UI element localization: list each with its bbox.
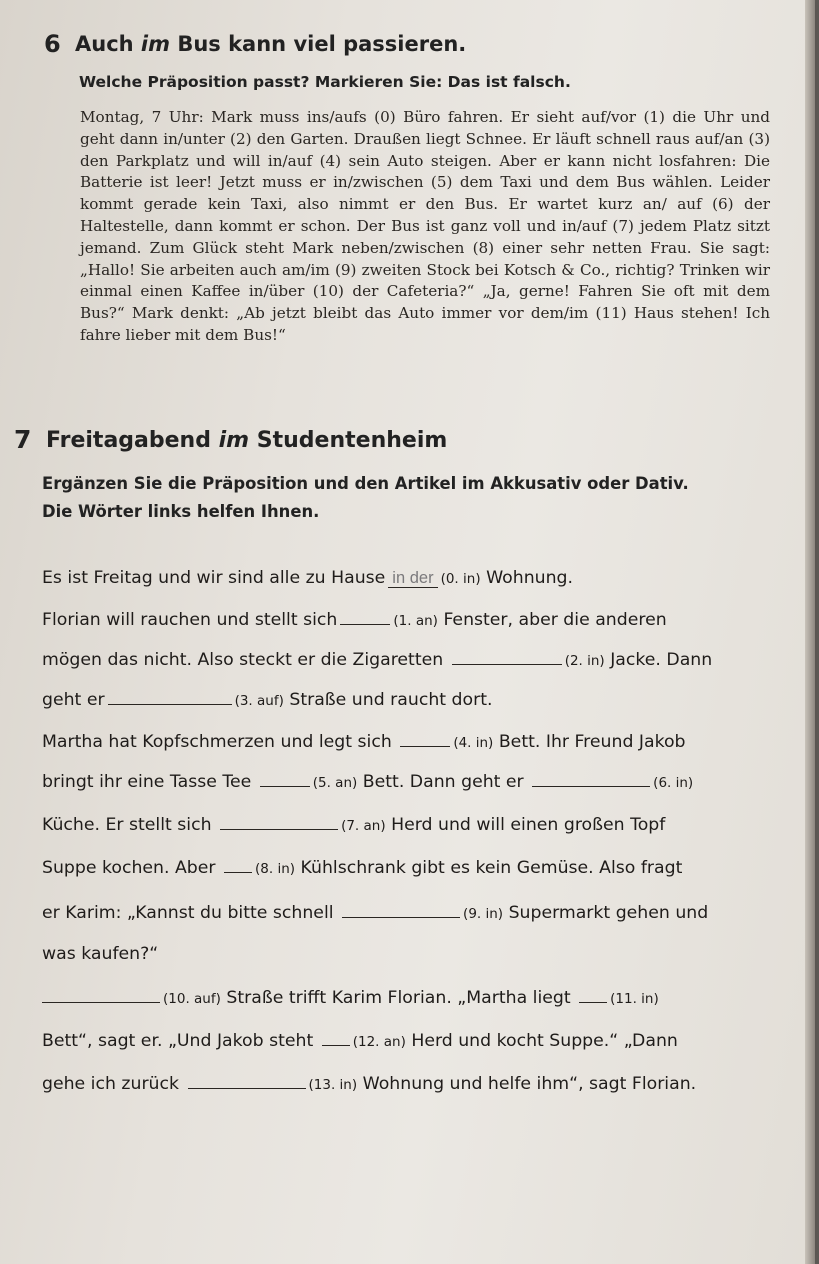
exercise-7-title-part2: Studentenheim — [256, 428, 448, 453]
hint: (5. an) — [312, 775, 358, 791]
line-text: was kaufen?“ — [42, 944, 159, 964]
exercise-7-title — [46, 428, 447, 453]
exercise-7-line-7 — [42, 856, 682, 878]
exercise-7-instruction-line1: Ergänzen Sie die Präposition und den Artikel im Akkusativ oder Dativ. — [42, 474, 689, 493]
answer-blank-6[interactable] — [532, 770, 650, 787]
answer-blank-10[interactable] — [42, 986, 160, 1003]
exercise-7-line-0 — [42, 568, 573, 588]
exercise-7-line-8 — [42, 901, 708, 923]
page-edge — [805, 0, 815, 1264]
exercise-7-line-6 — [42, 813, 665, 835]
line-text: Küche. Er stellt sich — [42, 815, 212, 835]
exercise-6-title — [75, 32, 466, 56]
exercise-7-title-italic: im — [218, 428, 250, 453]
answer-blank-11[interactable] — [579, 986, 607, 1003]
line-text: Jacke. Dann — [610, 650, 713, 670]
line-text: Wohnung und helfe ihm“, sagt Florian. — [362, 1074, 697, 1094]
line-text: bringt ihr eine Tasse Tee — [42, 772, 252, 792]
answer-blank-7[interactable] — [220, 813, 338, 830]
exercise-7-line-4 — [42, 730, 686, 752]
hint: (6. in) — [653, 775, 694, 791]
exercise-7-line-11 — [42, 1029, 678, 1051]
hint: (9. in) — [463, 906, 504, 922]
hint: (2. in) — [564, 653, 605, 669]
line-text: er Karim: „Kannst du bitte schnell — [42, 903, 334, 923]
exercise-7-number: 7 — [14, 425, 32, 454]
line-text: Es ist Freitag und wir sind alle zu Hause — [42, 568, 386, 588]
exercise-7-title-part1: Freitagabend — [46, 428, 211, 453]
line-text: Bett. Ihr Freund Jakob — [498, 732, 686, 752]
line-text: Straße und raucht dort. — [289, 690, 493, 710]
exercise-7-line-9 — [42, 944, 158, 964]
line-text: Fenster, aber die anderen — [443, 610, 667, 630]
hint: (10. auf) — [163, 991, 221, 1007]
exercise-6-number: 6 — [44, 30, 61, 58]
exercise-6-text: Montag, 7 Uhr: Mark muss ins/aufs (0) Büro fahren. Er sieht auf/vor (1) die Uhr und geht dann in/unter (2) den Garten. Draußen liegt Schnee. Er läuft schnell raus auf/an (3) den Parkplatz und will in/auf (4) sein Auto steigen. Aber er kann nicht losfahren: Die Batterie ist leer! Jetzt muss er in/zwischen (5) dem Taxi und dem Bus wählen. Leider kommt gerade kein Taxi, also nimmt er den Bus. Er wartet kurz an/ auf (6) der Haltestelle, dann kommt er schon. Der Bus ist ganz voll und in/auf (7) jedem Platz sitzt jemand. Zum Glück steht Mark neben/zwischen (8) einer sehr netten Frau. Sie sagt: „Hallo! Sie arbeiten auch am/im (9) zweiten Stock bei Kotsch & Co., richtig? Trinken wir einmal einen Kaffee in/über (10) der Cafeteria?“ „Ja, gerne! Fahren Sie oft mit dem Bus?“ Mark denkt: „Ab jetzt bleibt das Auto immer vor dem/im (11) Haus stehen! Ich fahre lieber mit dem Bus!“ — [80, 108, 770, 344]
line-text: Straße trifft Karim Florian. „Martha liegt — [226, 988, 571, 1008]
line-text: Kühlschrank gibt es kein Gemüse. Also fragt — [300, 858, 683, 878]
hint: (1. an) — [393, 613, 438, 629]
exercise-7-line-2 — [42, 648, 712, 670]
exercise-6-title-part1: Auch — [75, 32, 134, 56]
line-text: Supermarkt gehen und — [508, 903, 709, 923]
exercise-6-title-italic: im — [140, 32, 171, 56]
line-text: Martha hat Kopfschmerzen und legt sich — [42, 732, 392, 752]
exercise-6-title-part2: Bus kann viel passieren. — [177, 32, 467, 56]
exercise-7-line-3 — [42, 688, 492, 710]
answer-blank-12[interactable] — [322, 1029, 350, 1046]
line-text: geht er — [42, 690, 105, 710]
answer-blank-3[interactable] — [108, 688, 232, 705]
answer-blank-13[interactable] — [188, 1072, 306, 1089]
line-text: gehe ich zurück — [42, 1074, 180, 1094]
line-text: Suppe kochen. Aber — [42, 858, 216, 878]
hint: (7. an) — [341, 818, 386, 834]
answer-blank-4[interactable] — [400, 730, 450, 747]
hint: (12. an) — [352, 1034, 406, 1050]
exercise-7-line-1 — [42, 608, 667, 630]
answer-blank-5[interactable] — [260, 770, 310, 787]
exercise-7-line-10 — [42, 986, 659, 1008]
exercise-7-line-5 — [42, 770, 693, 792]
answer-blank-9[interactable] — [342, 901, 460, 918]
line-text: mögen das nicht. Also steckt er die Zigaretten — [42, 650, 444, 670]
hint: (4. in) — [453, 735, 494, 751]
line-text: Bett“, sagt er. „Und Jakob steht — [42, 1031, 314, 1051]
hint: (13. in) — [308, 1077, 358, 1093]
hint: (8. in) — [255, 861, 296, 877]
line-text: Herd und kocht Suppe.“ „Dann — [411, 1031, 678, 1051]
exercise-6-instruction: Welche Präposition passt? Markieren Sie: Das ist falsch. — [79, 73, 571, 91]
line-text: Herd und will einen großen Topf — [391, 815, 666, 835]
line-text: Bett. Dann geht er — [362, 772, 524, 792]
answer-blank-1[interactable] — [340, 608, 390, 625]
answer-blank-2[interactable] — [452, 648, 562, 665]
answer-blank-8[interactable] — [224, 856, 252, 873]
exercise-7-instruction-line2: Die Wörter links helfen Ihnen. — [42, 502, 320, 521]
hint: (3. auf) — [234, 693, 284, 709]
line-text: Florian will rauchen und stellt sich — [42, 610, 338, 630]
exercise-7-line-12 — [42, 1072, 696, 1094]
hint: (0. in) — [440, 571, 481, 587]
line-text: Wohnung. — [486, 568, 574, 588]
example-answer: in der — [388, 569, 437, 588]
hint: (11. in) — [610, 991, 659, 1007]
